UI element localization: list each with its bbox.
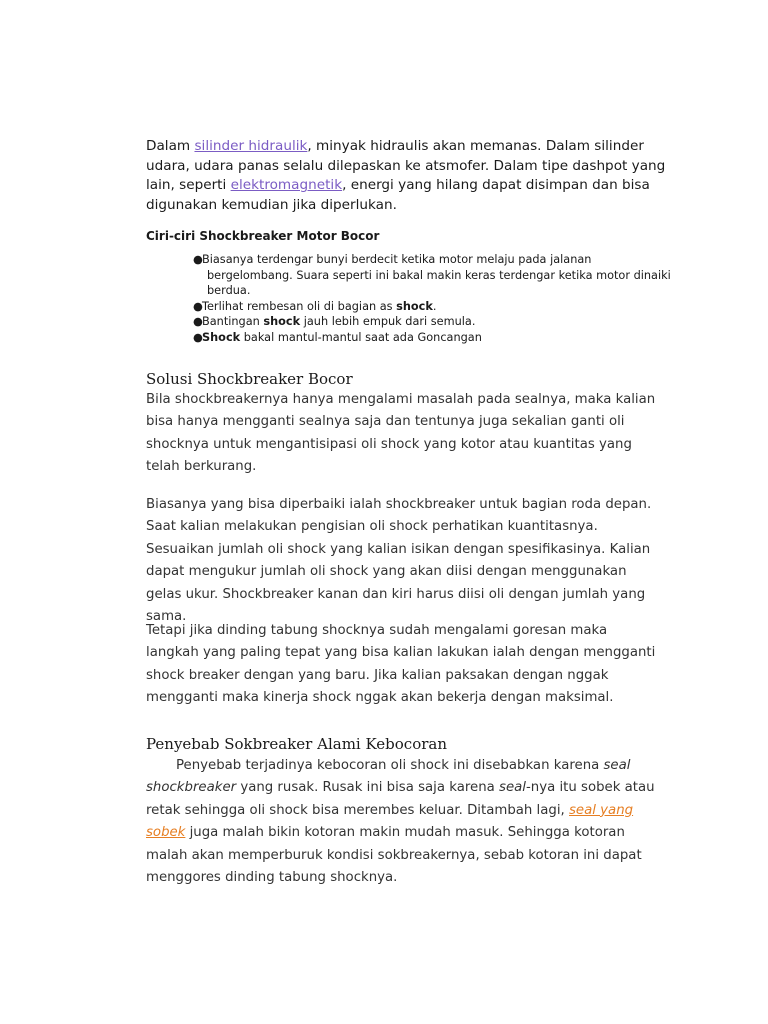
penyebab-heading: Penyebab Sokbreaker Alami Kebocoran: [146, 735, 447, 753]
bullet-icon: ●: [193, 253, 203, 266]
seal-yang-sobek-link[interactable]: seal yang sobek: [146, 802, 634, 841]
penyebab-paragraph: Penyebab terjadinya kebocoran oli shock ini disebabkan karena seal shockbreaker yang rusak. Rusak ini bisa saja karena seal-nya itu sobek atau retak sehingga oli shock bisa merembes keluar. Ditambah lagi, seal yang sobek juga malah bikin kotoran makin mudah masuk. Sehingga kotoran malah akan memperburuk kondisi sokbreakernya, sebab kotoran ini dapat menggores dinding tabung shocknya.: [146, 758, 655, 886]
solusi-paragraph-2: Biasanya yang bisa diperbaiki ialah shockbreaker untuk bagian roda depan. Saat kalian melakukan pengisian oli shock perhatikan kuantitasnya. Sesuaikan jumlah oli shock yang kalian isikan dengan spesifikasinya. Kalian dapat mengukur jumlah oli shock yang akan diisi dengan menggunakan gelas ukur. Shockbreaker kanan dan kiri harus diisi oli dengan jumlah yang sama.: [146, 497, 652, 625]
list-item: ●Biasanya terdengar bunyi berdecit ketika motor melaju pada jalanan bergelombang. Suara seperti ini bakal makin keras terdengar ketika motor dinaiki berdua.: [193, 253, 671, 298]
solusi-paragraph-3: Tetapi jika dinding tabung shocknya sudah mengalami goresan maka langkah yang paling tepat yang bisa kalian lakukan ialah dengan mengganti shock breaker dengan yang baru. Jika kalian paksakan dengan nggak mengganti maka kinerja shock nggak akan bekerja dengan maksimal.: [146, 623, 656, 706]
bullet-icon: ●: [193, 315, 203, 329]
solusi-paragraph-1: Bila shockbreakernya hanya mengalami masalah pada sealnya, maka kalian bisa hanya mengganti sealnya saja dan tentunya juga sekalian ganti oli shocknya untuk mengantisipasi oli shock yang kotor atau kuantitas yang telah berkurang.: [146, 392, 656, 475]
ciri-ciri-heading: Ciri-ciri Shockbreaker Motor Bocor: [146, 229, 380, 243]
intro-text-2: , minyak hidraulis akan memanas. Dalam silinder udara, udara panas selalu dilepaskan ke atsmofer. Dalam tipe dashpot yang lain, seperti: [146, 138, 666, 193]
list-item: ●Shock bakal mantul-mantul saat ada Goncangan: [193, 330, 482, 344]
elektromagnetik-link[interactable]: elektromagnetik: [230, 177, 343, 193]
intro-paragraph: [146, 137, 666, 215]
bullet-icon: ●: [193, 330, 203, 344]
list-item: ●Terlihat rembesan oli di bagian as shock.: [193, 299, 437, 313]
silinder-hidraulik-link[interactable]: silinder hidraulik: [194, 138, 308, 154]
ciri-ciri-list: [184, 252, 674, 346]
solusi-heading: Solusi Shockbreaker Bocor: [146, 370, 353, 388]
list-item: ●Bantingan shock jauh lebih empuk dari semula.: [193, 315, 476, 329]
intro-text-3: , energi yang hilang dapat disimpan dan bisa digunakan kemudian jika diperlukan.: [146, 177, 650, 213]
intro-text-1: Dalam: [146, 138, 195, 154]
bullet-icon: ●: [193, 299, 203, 313]
